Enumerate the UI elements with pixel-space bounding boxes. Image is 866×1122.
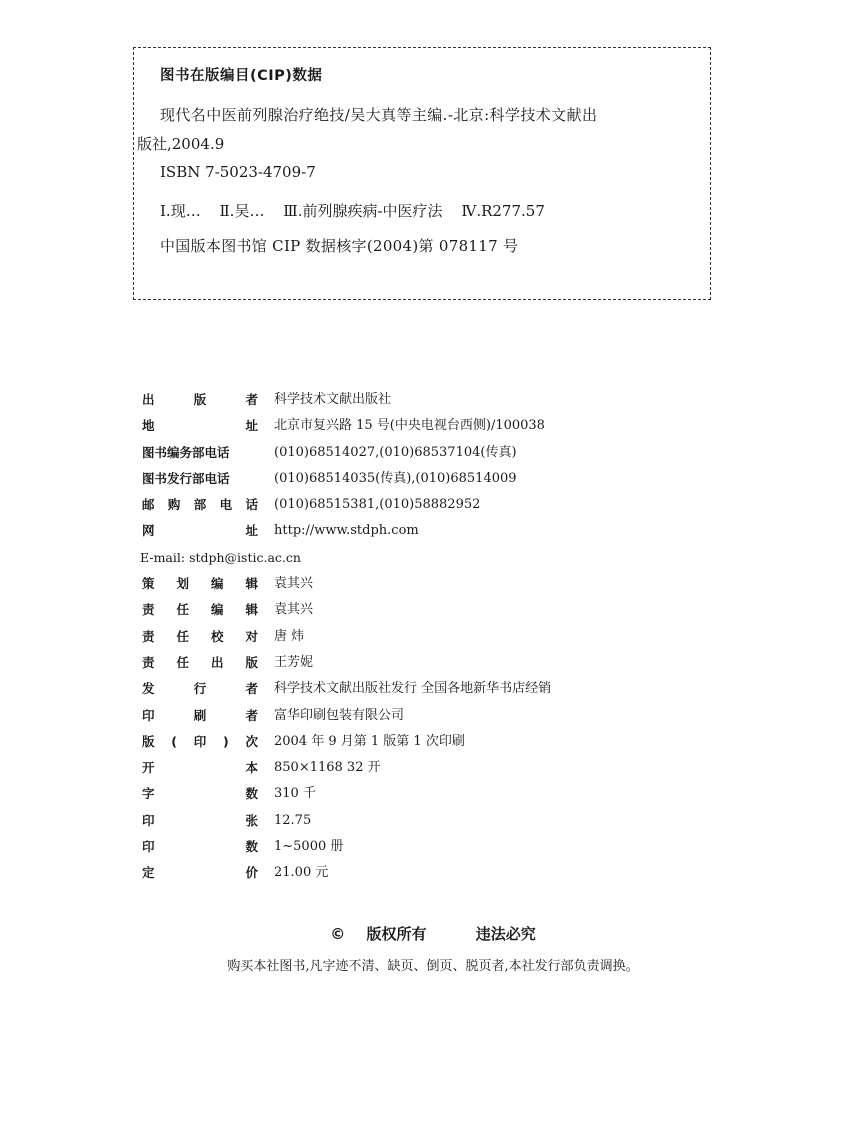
- copyright-rights: 版权所有: [366, 925, 427, 943]
- info-value: 2004 年 9 月第 1 版第 1 次印刷: [274, 733, 465, 749]
- info-value: 850×1168 32 开: [274, 760, 381, 776]
- info-label-char: 编: [210, 602, 224, 618]
- cip-description-line-2: 版社,2004.9: [137, 135, 225, 153]
- info-row: [142, 781, 702, 807]
- info-label-char: 定: [142, 865, 155, 881]
- info-row: [142, 703, 702, 729]
- info-label-char: 电: [219, 497, 233, 513]
- cip-description-line-1: 现代名中医前列腺治疗绝技/吴大真等主编.-北京:科学技术文献出: [160, 106, 598, 124]
- info-row: [142, 466, 702, 492]
- info-row: [142, 492, 702, 518]
- info-label-char: 印: [142, 839, 155, 855]
- info-value: 王芳妮: [274, 654, 314, 670]
- info-value: 富华印刷包装有限公司: [274, 707, 405, 723]
- info-row: [142, 650, 702, 676]
- info-label-char: 版: [142, 733, 155, 749]
- cip-class-1: Ⅰ.现…: [160, 202, 201, 220]
- info-label-char: 者: [245, 707, 258, 723]
- info-label-char: (: [171, 733, 177, 749]
- info-label-char: 话: [245, 497, 258, 513]
- info-label-char: 任: [176, 628, 189, 644]
- info-label: [142, 650, 258, 676]
- info-row: [142, 729, 702, 755]
- info-label: [142, 440, 258, 466]
- info-value: 1~5000 册: [274, 839, 344, 855]
- cip-class-3: Ⅲ.前列腺疾病-中医疗法: [283, 202, 443, 220]
- info-label-char: 责: [142, 602, 155, 618]
- info-row: [142, 571, 702, 597]
- replacement-notice: 购买本社图书,凡字迹不清、缺页、倒页、脱页者,本社发行部负责调换。: [227, 959, 639, 974]
- info-row: [142, 755, 702, 781]
- cip-classification: [160, 200, 545, 221]
- info-label-char: 数: [245, 786, 258, 802]
- info-label-char: 出: [210, 654, 224, 670]
- info-label-char: 字: [142, 786, 155, 802]
- info-label-char: 划: [176, 576, 189, 592]
- info-label-char: 辑: [245, 602, 258, 618]
- info-label-char: 印: [142, 707, 155, 723]
- info-value: (010)68514035(传真),(010)68514009: [274, 470, 517, 486]
- info-value: (010)68515381,(010)58882952: [274, 497, 481, 513]
- info-label-char: 址: [245, 418, 258, 434]
- cip-isbn: ISBN 7-5023-4709-7: [160, 163, 316, 181]
- info-row: [142, 597, 702, 623]
- info-label-char: 者: [245, 681, 258, 697]
- info-value: 科学技术文献出版社发行 全国各地新华书店经销: [274, 681, 552, 697]
- info-label-char: ): [223, 733, 229, 749]
- info-label-char: 邮: [142, 497, 155, 513]
- info-value: (010)68514027,(010)68537104(传真): [274, 444, 517, 460]
- info-label-char: 张: [245, 812, 258, 828]
- info-label-char: 图书发行部电话: [142, 470, 230, 486]
- info-label-char: 辑: [245, 576, 258, 592]
- info-value: 北京市复兴路 15 号(中央电视台西侧)/100038: [274, 418, 545, 434]
- info-label-char: 策: [142, 576, 155, 592]
- info-label-char: 址: [245, 523, 258, 539]
- info-label-char: 数: [245, 839, 258, 855]
- info-label-char: 出: [142, 392, 155, 407]
- info-value: 21.00 元: [274, 865, 329, 881]
- info-label-char: 刷: [193, 707, 207, 723]
- info-label: [142, 676, 258, 702]
- info-label: [142, 624, 258, 650]
- info-label-char: 任: [176, 602, 189, 618]
- info-row: [142, 440, 702, 466]
- info-label: [142, 387, 258, 413]
- email-line: E-mail: stdph@istic.ac.cn: [140, 549, 301, 565]
- info-value: 310 千: [274, 786, 316, 802]
- info-label-char: 版: [193, 392, 207, 407]
- info-label-char: 发: [142, 681, 155, 697]
- cip-record-number: 中国版本图书馆 CIP 数据核字(2004)第 078117 号: [160, 237, 519, 255]
- info-label-char: 校: [210, 628, 224, 644]
- info-label: [142, 860, 258, 886]
- info-label-char: 行: [193, 681, 207, 697]
- info-label-char: 部: [193, 497, 207, 513]
- info-row: [142, 387, 702, 413]
- info-label-char: 次: [245, 733, 258, 749]
- info-label: [142, 413, 258, 439]
- copyright-icon: ©: [330, 925, 346, 943]
- copyright-warning: 违法必究: [475, 925, 536, 943]
- cip-title: 图书在版编目(CIP)数据: [160, 68, 323, 84]
- info-row: [142, 834, 702, 860]
- info-label-char: 图书编务部电话: [142, 444, 230, 460]
- info-value: http://www.stdph.com: [274, 523, 419, 539]
- info-label-char: 编: [210, 576, 224, 592]
- info-label: [142, 729, 258, 755]
- info-row: [142, 413, 702, 439]
- info-label: [142, 781, 258, 807]
- info-row: [142, 860, 702, 886]
- cip-class-2: Ⅱ.吴…: [219, 202, 265, 220]
- info-label-char: 本: [245, 760, 258, 776]
- info-value: 12.75: [274, 812, 312, 828]
- info-label: [142, 703, 258, 729]
- info-label-char: 责: [142, 628, 155, 644]
- info-label: [142, 571, 258, 597]
- info-value: 袁其兴: [274, 602, 314, 618]
- info-label-char: 对: [245, 628, 258, 644]
- info-value: 科学技术文献出版社: [274, 392, 392, 407]
- info-label-char: 版: [245, 654, 258, 670]
- info-row: [142, 676, 702, 702]
- info-label-char: 价: [245, 865, 258, 881]
- info-label-char: 者: [245, 392, 258, 407]
- info-label: [142, 808, 258, 834]
- info-label: [142, 492, 258, 518]
- publication-info-list: [142, 387, 702, 887]
- info-label: [142, 597, 258, 623]
- info-label-char: 任: [176, 654, 189, 670]
- info-label-char: 印: [142, 812, 155, 828]
- info-label-char: 地: [142, 418, 155, 434]
- info-label-char: 网: [142, 523, 155, 539]
- info-label: [142, 466, 258, 492]
- copyright-line: [0, 923, 866, 944]
- info-value: 唐 炜: [274, 628, 305, 644]
- info-label: [142, 755, 258, 781]
- info-value: 袁其兴: [274, 576, 314, 592]
- info-label-char: 购: [167, 497, 181, 513]
- info-row: [142, 624, 702, 650]
- info-label-char: 责: [142, 654, 155, 670]
- info-label: [142, 518, 258, 544]
- info-row: [142, 518, 702, 544]
- info-row: [142, 808, 702, 834]
- cip-class-4: Ⅳ.R277.57: [461, 202, 545, 220]
- info-label-char: 印: [193, 733, 207, 749]
- info-label-char: 开: [142, 760, 155, 776]
- info-label: [142, 834, 258, 860]
